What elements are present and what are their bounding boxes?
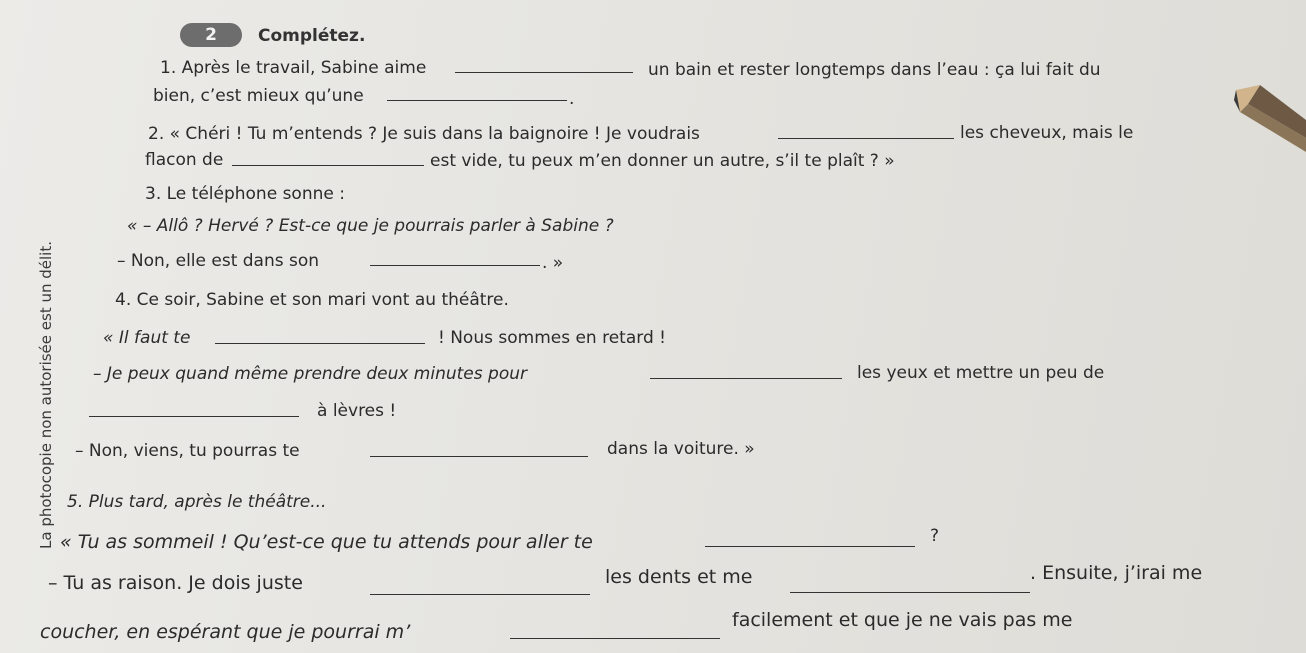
item5-text-f: facilement et que je ne vais pas me	[732, 609, 1073, 631]
item3-line-1: « – Allô ? Hervé ? Est-ce que je pourrais parler à Sabine ?	[127, 216, 614, 236]
item1-text-b: un bain et rester longtemps dans l’eau : ça lui fait du	[648, 60, 1101, 80]
item5-text-a: « Tu as sommeil ! Qu’est-ce que tu attends pour aller te	[60, 531, 593, 553]
blank-5a[interactable]	[705, 546, 915, 547]
item5-text-c: les dents et me	[605, 566, 753, 588]
workbook-page: La photocopie non autorisée est un délit. 2 Complétez. 1. Après le travail, Sabine aime un bain et rester longtemps dans l’eau : ça lui fait du bien, c’est mieux qu’une . 2. « Chéri ! Tu m’entends ? Je suis dans la baignoire ! Je voudrais les cheveux, mais le flacon de est vide, tu peux m’en donner un autre, s’il te plaît ? » 3. Le téléphone sonne : « – Allô ? Hervé ? Est-ce que je pourrais parler à Sabine ? – Non, elle est dans son . » 4. Ce soir, Sabine et son mari vont au théâtre. « Il faut te ! Nous sommes en retard ! – Je peux quand même prendre deux minutes pour les yeux et mettre un peu de à lèvres ! – Non, viens, tu pourras te dans la voiture. » 5. Plus tard, après le théâtre... « Tu as sommeil ! Qu’est-ce que tu attends pour aller te ? – Tu as raison. Je dois juste les dents et me . Ensuite, j’irai me coucher, en espérant que je pourrai m’ facilement et que je ne vais pas me	[0, 0, 1306, 653]
blank-1a[interactable]	[455, 72, 633, 73]
item2-text-c: flacon de	[145, 150, 224, 170]
blank-3[interactable]	[370, 265, 540, 266]
item1-text-a: 1. Après le travail, Sabine aime	[160, 58, 427, 78]
blank-1b[interactable]	[387, 100, 567, 101]
exercise-title: Complétez.	[258, 26, 366, 46]
item3-text-a: – Non, elle est dans son	[117, 251, 320, 271]
item1-period: .	[569, 89, 575, 109]
item1-text-c: bien, c’est mieux qu’une	[153, 86, 364, 106]
item5-text-d: . Ensuite, j’irai me	[1030, 562, 1203, 584]
blank-4d[interactable]	[370, 456, 588, 457]
pencil-icon	[1150, 70, 1306, 240]
item2-text-a: 2. « Chéri ! Tu m’entends ? Je suis dans la baignoire ! Je voudrais	[148, 124, 700, 144]
item5-text-b: – Tu as raison. Je dois juste	[48, 572, 303, 594]
item3-heading: 3. Le téléphone sonne :	[145, 184, 345, 204]
item3-text-b: . »	[542, 253, 564, 273]
item4-heading: 4. Ce soir, Sabine et son mari vont au théâtre.	[115, 290, 509, 310]
item4-text-g: dans la voiture. »	[607, 439, 755, 459]
exercise-number-badge: 2	[180, 23, 242, 47]
item2-text-d: est vide, tu peux m’en donner un autre, s’il te plaît ? »	[430, 151, 895, 171]
item4-text-e: à lèvres !	[317, 401, 397, 421]
item5-heading: 5. Plus tard, après le théâtre...	[67, 492, 327, 512]
item4-text-a: « Il faut te	[103, 328, 191, 348]
blank-5c[interactable]	[790, 592, 1030, 593]
item5-question-mark: ?	[930, 526, 940, 546]
blank-5d[interactable]	[510, 638, 720, 639]
blank-2a[interactable]	[778, 138, 954, 139]
item4-text-b: ! Nous sommes en retard !	[438, 328, 666, 348]
blank-5b[interactable]	[370, 594, 590, 595]
item5-text-e: coucher, en espérant que je pourrai m’	[40, 621, 411, 643]
item4-text-f: – Non, viens, tu pourras te	[75, 441, 300, 461]
blank-4b[interactable]	[650, 378, 842, 379]
blank-2b[interactable]	[232, 165, 424, 166]
item4-text-c: – Je peux quand même prendre deux minutes pour	[93, 364, 527, 384]
blank-4a[interactable]	[215, 343, 425, 344]
item2-text-b: les cheveux, mais le	[960, 123, 1134, 143]
blank-4c[interactable]	[89, 416, 299, 417]
item4-text-d: les yeux et mettre un peu de	[857, 363, 1105, 383]
